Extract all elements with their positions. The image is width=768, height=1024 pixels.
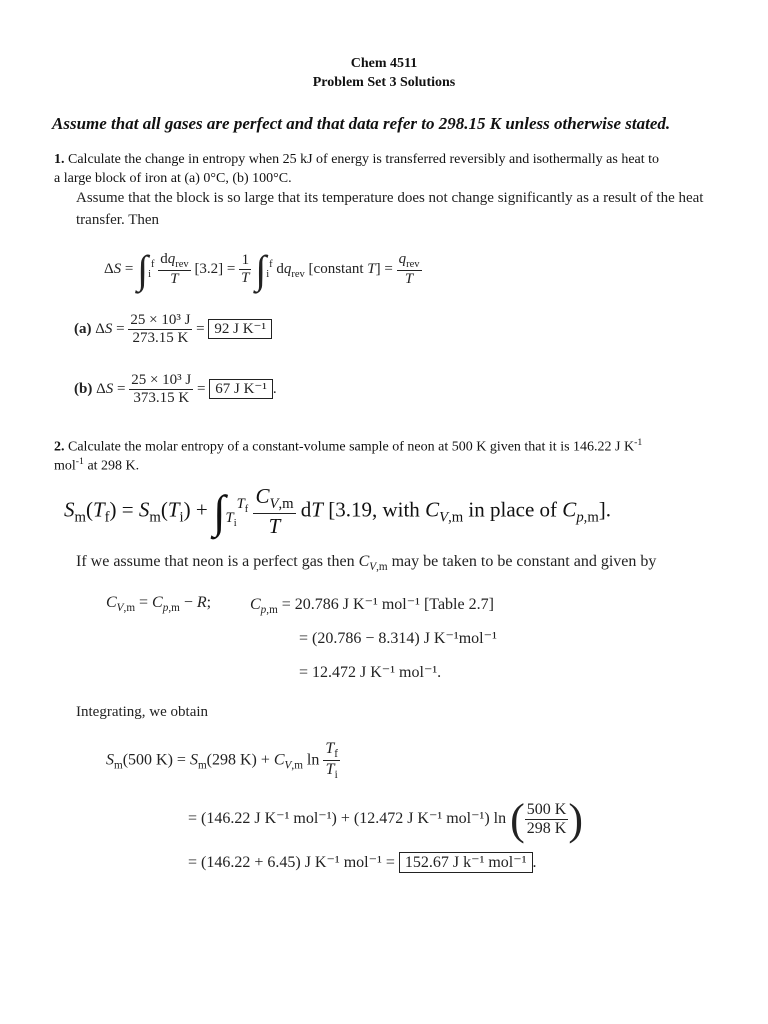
course-title: Chem 4511 <box>350 56 418 71</box>
final-eq-line2-text: = (146.22 J K⁻¹ mol⁻¹) + (12.472 J K⁻¹ mol⁻¹) ln <box>188 810 507 828</box>
part-a-numerator: 25 × 10³ J <box>130 312 191 328</box>
problem1-question-text: Calculate the change in entropy when 25 kJ of energy is transferred reversibly and isothermally as heat to <box>68 152 660 167</box>
main-eq-tail2: in place of <box>468 497 558 522</box>
final-eq-line1: $S_m(500$ $K) = S_m(298$ $K) + C_{V,m}$ ln $\frac{T_f}{T_i}$ <box>106 740 338 782</box>
problem1-question-line1 <box>54 152 659 168</box>
final-eq-line3-text: = (146.22 + 6.45) J K⁻¹ mol⁻¹ = <box>188 854 395 871</box>
cv-result: = 12.472 J K⁻¹ mol⁻¹. <box>299 664 442 681</box>
document-subtitle: Problem Set 3 Solutions <box>312 75 456 90</box>
part-a-result: 92 J K⁻¹ <box>208 319 272 339</box>
cv-step: = (20.786 − 8.314) J K⁻¹mol⁻¹ <box>299 630 497 647</box>
assumption-statement: Assume that all gases are perfect and that data refer to 298.15 K unless otherwise stated. <box>52 114 671 133</box>
problem1-solution-line2: transfer. Then <box>76 212 160 228</box>
problem1-question-line2: a large block of iron at (a) 0°C, (b) 100°C. <box>54 171 292 186</box>
problem2-question-tail: at 298 K. <box>87 458 140 474</box>
problem2-question-text: Calculate the molar entropy of a constant-volume sample of neon at 500 K given that it is 146.22 J K <box>68 439 635 455</box>
part-a-equation: (a) ΔS = $\frac{\text{25 × 10³ J}}{273.15 K}$ = 92 J K⁻¹ <box>74 312 272 347</box>
final-eq-line3: = (146.22 + 6.45) J K⁻¹ mol⁻¹ = 152.67 J k⁻¹ mol⁻¹ . <box>188 854 537 871</box>
part-b-equation: (b) ΔS = $\frac{\text{25 × 10³ J}}{373.15 K}$ = 67 J K⁻¹ . <box>74 372 277 406</box>
main-eq-tail: [3.19, with <box>328 497 420 522</box>
molar-entropy-equation: $S_m(T_f) = S_m(T_i) + \int_{T_i}^{T_f}$ $\frac{C_{V,m}}{T}$ dT [3.19, with $C_{V,m}$ in place of $C_{p,m}$]. <box>64 484 612 539</box>
part-a-label: (a) <box>74 320 92 337</box>
final-result: 152.67 J k⁻¹ mol⁻¹ <box>399 852 533 873</box>
part-b-denominator: 373.15 K <box>133 390 190 406</box>
problem2-number: 2. <box>54 439 65 455</box>
integrating-text: Integrating, we obtain <box>76 704 209 720</box>
problem1-number: 1. <box>54 152 65 167</box>
problem2-question-line1: 2. Calculate the molar entropy of a constant-volume sample of neon at 500 K given that it is 146.22 J $K^{-1}$ <box>54 437 643 455</box>
ratio-denominator: 298 K <box>526 820 567 837</box>
problem2-question-line2: mol$^{-1}$ at 298 K. <box>54 456 140 474</box>
entropy-integral-equation: $\Delta S = \int_i^f$ $\frac{dq_{rev}}{T}$ [3.2] = $\frac{1}{T}$ $\int_i^f$ $dq_{rev}$ [constant T] = $\frac{q_{rev}}{T}$ <box>104 247 420 292</box>
perfect-gas-text2: may be taken to be constant and given by <box>391 553 657 570</box>
cp-value: 20.786 J K⁻¹ mol⁻¹ [Table 2.7] <box>294 596 494 613</box>
part-a-denominator: 273.15 K <box>132 330 189 346</box>
part-b-label: (b) <box>74 380 93 397</box>
ratio-numerator: 500 K <box>526 801 567 818</box>
part-b-result: 67 J K⁻¹ <box>209 379 273 399</box>
perfect-gas-statement: If we assume that neon is a perfect gas then $C_{V,m}$ may be taken to be constant and given by <box>76 553 657 574</box>
problem1-solution-line1: Assume that the block is so large that its temperature does not change significantly as a result of the heat <box>76 190 704 206</box>
part-b-numerator: 25 × 10³ J <box>131 372 192 388</box>
cp-value-line: $C_{p,m} = 20.786$ J K⁻¹ mol⁻¹ [Table 2.7] <box>250 596 494 617</box>
final-eq-line2: = (146.22 J K⁻¹ mol⁻¹) + (12.472 J K⁻¹ mol⁻¹) ln ( $\frac{500 K}{298 K}$ ) <box>188 795 583 844</box>
perfect-gas-text: If we assume that neon is a perfect gas then <box>76 553 355 570</box>
cv-relation: $C_{V,m} = C_{p,m} - R$; <box>106 594 212 615</box>
